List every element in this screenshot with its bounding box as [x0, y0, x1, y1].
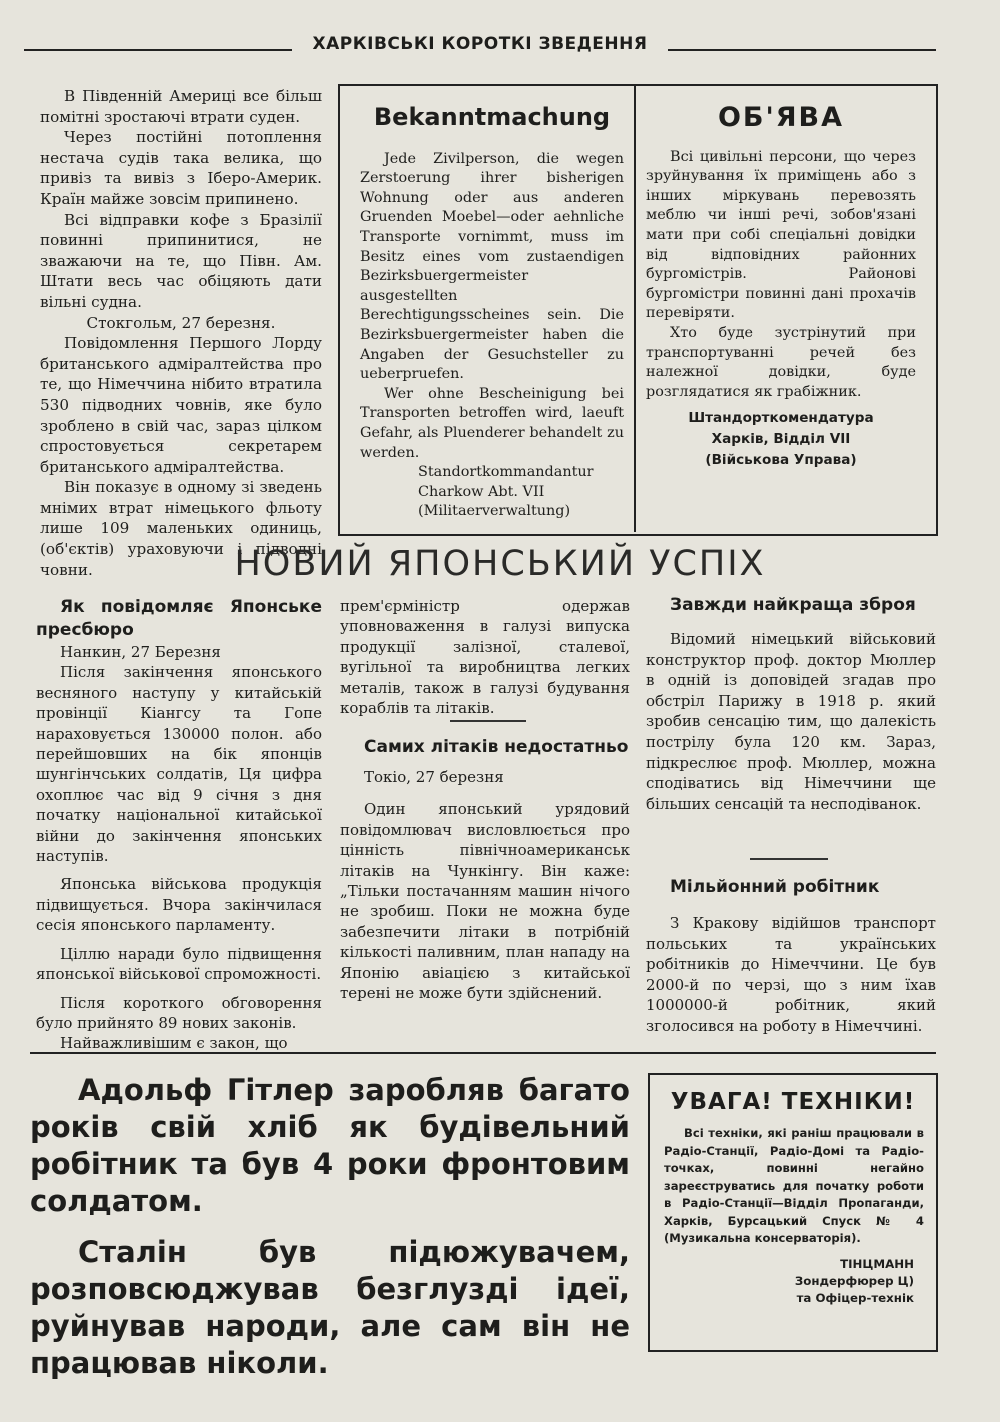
ukrainian-paragraph: Хто буде зустрінутий при транспортуванні речей без належної довідки, буде розглядатися як грабіжник.	[646, 324, 916, 400]
article-title: Як повідомляє Японське пресбюро	[36, 597, 322, 640]
article-title: Самих літаків недостатньо	[364, 737, 629, 757]
tech-notice-title: УВАГА! ТЕХНІКИ!	[670, 1089, 916, 1115]
article-paragraph: Японська військова продукція підвищується. Вчора закінчилася сесія японського парламенту.	[36, 875, 322, 935]
german-signature-line: Standortkommandantur	[418, 464, 594, 481]
tech-notice-box	[648, 1073, 938, 1352]
ukrainian-notice-title: ОБ'ЯВА	[717, 102, 845, 133]
article-planes	[340, 736, 630, 1003]
main-headline: НОВИЙ ЯПОНСЬКИЙ УСПІХ	[234, 544, 766, 584]
article-title: Завжди найкраща зброя	[670, 595, 916, 615]
bottom-section-rule	[30, 1052, 936, 1054]
tech-signature-line: ТІНЦМАНН	[840, 1256, 914, 1271]
header-rule-right	[668, 49, 936, 51]
ukrainian-signature-line: Харків, Відділ VII	[711, 431, 851, 448]
article-paragraph: З Кракову відійшов транспорт польських та українських робітників до Німеччини. Це був 2000-й по черзі, що з ним їхав 1000000-й робітник, який зголосився на роботу в Німеччині.	[646, 914, 936, 1035]
german-paragraph: Jede Zivilperson, die wegen Zerstoerung ihrer bisherigen Wohnung oder aus anderen Gruenden Moebel—oder aehnliche Transporte vornimmt, muss im Besitz eines vom zustaendigen Bezirksbuergermeister ausgestellten Berechtigungsscheines sein. Die Bezirksbuergermeister haben die Angaben der Gesuchsteller zu ueberpruefen.	[360, 150, 624, 383]
column-separator	[450, 720, 526, 722]
article-millionth-worker	[646, 876, 936, 1037]
left-column	[40, 86, 322, 580]
left-paragraph: Повідомлення Першого Лорду британського адміралтейства про те, що Німеччина нібито втратила 530 підводних човнів, яке було зроблено в свій час, зараз цілком спростовується секретарем британського адміралтейства.	[40, 334, 322, 476]
german-notice	[360, 103, 624, 522]
ukrainian-notice	[646, 102, 916, 471]
tech-notice-body: Всі техніки, які раніш працювали в Радіо-Станції, Радіо-Домі та Радіо-точках, повинні негайно зареєструватись для початку роботи в Радіо-Станції—Відділ Пропаганди, Харків, Бурсацький Спуск № 4 (Музикальна консерваторія).	[664, 1126, 924, 1245]
article-best-weapon	[646, 594, 936, 814]
german-signature-line: Charkow Abt. VII	[418, 483, 545, 500]
article-paragraph: Відомий німецький військовий конструктор проф. доктор Мюллер в одній із доповідей згадав про обстріл Парижу в 1918 р. який зробив сенсацію тим, що далекість пострілу була 120 км. Зараз, підкреслює проф. Мюллер, можна сподіватись від Німеччини ще більших сенсацій та несподіванок.	[646, 630, 936, 813]
notice-divider	[634, 86, 636, 532]
propaganda-paragraph: Адольф Гітлер заробляв багато років свій хліб як будівельний робітник та був 4 роки фронтовим солдатом.	[30, 1073, 630, 1218]
german-paragraph: Wer ohne Bescheinigung bei Transporten betroffen wird, laeuft Gefahr, als Pluenderer behandelt zu werden.	[360, 385, 624, 461]
left-paragraph: В Південній Америці все більш помітні зростаючі втрати суден.	[40, 87, 322, 126]
tech-signature-line: Зондерфюрер Ц)	[794, 1273, 914, 1288]
tech-signature-line: та Офіцер-технік	[796, 1290, 914, 1305]
left-paragraph: Всі відправки кофе з Бразілії повинні припинитися, не зважаючи на те, що Півн. Ам. Штати весь час обіцяють дати вільні судна.	[40, 210, 322, 311]
ukrainian-signature-line: Штандорткомендатура	[688, 410, 874, 427]
ukrainian-paragraph: Всі цивільні персони, що через зруйнування їх приміщень або з інших міркувань перевозять меблю чи інші речі, зобов'язані мати при собі спеціальні довідки від відповідних районних бургомістрів. Районові бургомістри повинні дані прохачів перевіряти.	[646, 148, 916, 322]
article-dateline: Нанкин, 27 Березня	[60, 643, 221, 661]
column-separator	[750, 858, 828, 860]
masthead: ХАРКІВСЬКІ КОРОТКІ ЗВЕДЕННЯ	[312, 34, 648, 54]
article-continuation: прем'єрміністр одержав уповноваження в галузі випуска продукції залізної, сталевої, вугільної та виробництва легких металів, також в галузі будування кораблів та літаків.	[340, 597, 630, 718]
left-paragraph: Через постійні потоплення нестача судів така велика, що привіз та вивіз з Іберо-Америк. Країн майже зовсім припинено.	[40, 128, 322, 208]
left-dateline: Стокгольм, 27 березня.	[86, 313, 276, 332]
propaganda-block	[30, 1072, 630, 1382]
german-signature-line: (Militaerverwaltung)	[418, 503, 571, 520]
header-rule-left	[24, 49, 292, 51]
article-dateline: Токіо, 27 березня	[364, 768, 504, 786]
ukrainian-signature-line: (Військова Управа)	[705, 452, 857, 469]
middle-column	[340, 596, 630, 718]
article-paragraph: Найважливішим є закон, що	[60, 1034, 288, 1053]
article-paragraph: Ціллю наради було підвищення японської військової спроможності.	[36, 944, 322, 984]
article-japanese-pressbureau	[36, 596, 322, 1054]
article-paragraph: Після закінчення японського весняного наступу у китайській провінції Кіангсу та Гопе нараховується 130000 полон. або перейшовших на бік японців шунгінчських солдатів, Ця цифра охоплює час від 9 січня з дня початку національної китайської війни до закінчення японських наступів.	[36, 663, 322, 866]
german-notice-title: Bekanntmachung	[373, 103, 611, 131]
article-paragraph: Після короткого обговорення було прийнято 89 нових законів.	[36, 993, 322, 1032]
left-paragraph: Він показує в одному зі зведень мнімих втрат німецького фльоту лише 109 маленьких одиниць, (об'єктів) ураховуючи і підводні човни.	[40, 478, 322, 579]
article-title: Мільйонний робітник	[670, 877, 880, 897]
propaganda-paragraph: Сталін був підюжувачем, розповсюджував безглузді ідеї, руйнував народи, але сам він не працював ніколи.	[30, 1235, 630, 1380]
article-paragraph: Один японський урядовий повідомлювач висловлюється про цінність північноамериканськ літаків на Чункінгу. Він каже: „Тільки постачанням машин нічого не зробиш. Поки не можна буде забезпечити літаки в потрібній кількості паливним, план нападу на Японію авіацією з китайської терені не може бути здійснений.	[340, 800, 630, 1003]
